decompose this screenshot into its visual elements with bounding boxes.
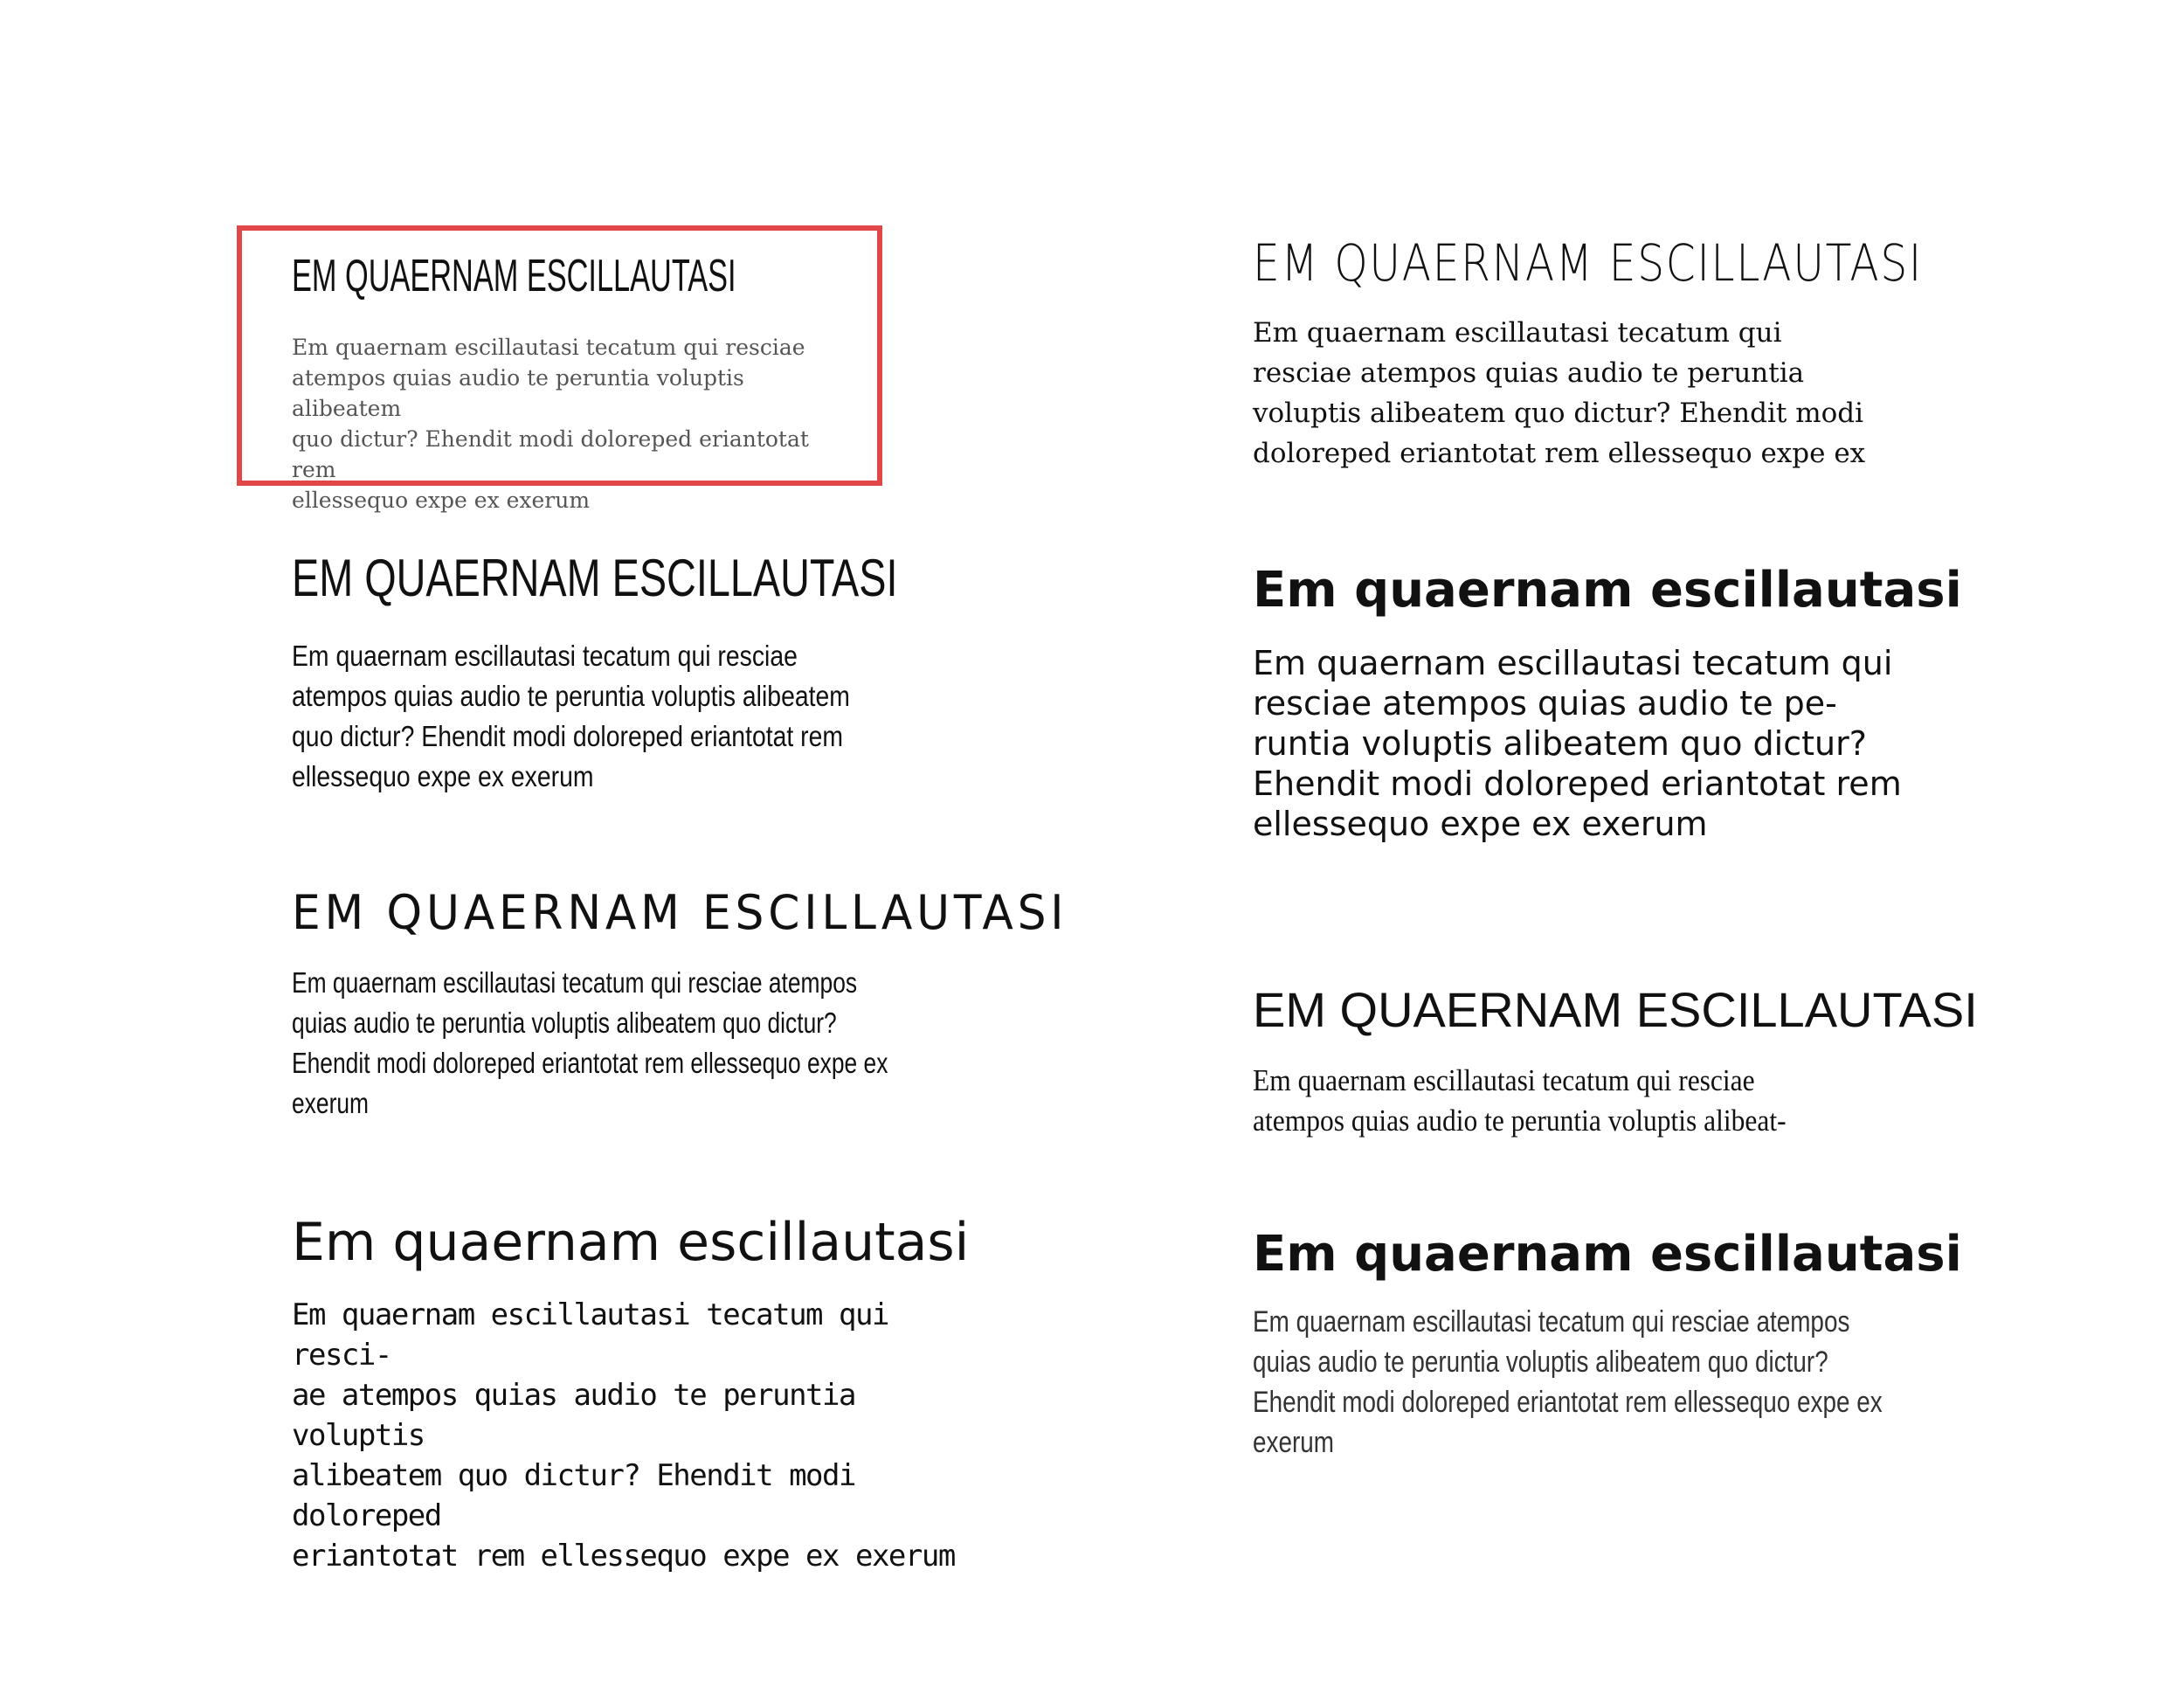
sample-body: Em quaernam escillautasi tecatum qui resci- ae atempos quias audio te peruntia voluptis alibeatem quo dictur? Ehendit modi doloreped eriantotat rem ellessequo expe ex exerum [292, 1297, 955, 1574]
sample-heading: EM QUAERNAM ESCILLAUTASI [292, 549, 898, 607]
sample-body: Em quaernam escillautasi tecatum qui resciae atempos quias audio te pe- runtia voluptis alibeatem quo dictur? Ehendit modi doloreped eriantotat rem ellessequo expe ex exerum [1253, 644, 1902, 843]
type-sample-8[interactable] [1253, 1226, 1962, 1463]
sample-heading: EM QUAERNAM ESCILLAUTASI [1253, 982, 1978, 1037]
type-sample-3[interactable] [292, 885, 1068, 1124]
type-sample-4[interactable] [292, 1212, 991, 1576]
sample-body: Em quaernam escillautasi tecatum qui resciae atempos quias audio te peruntia voluptis alibeatem quo dictur? Ehendit modi doloreped eriantotat rem ellessequo expe ex exerum [292, 640, 850, 792]
sample-heading: Em quaernam escillautasi [1253, 1226, 1962, 1283]
sample-body: Em quaernam escillautasi tecatum qui resciae atempos quias audio te peruntia voluptis alibeat- [1253, 1063, 1787, 1138]
sample-body: Em quaernam escillautasi tecatum qui resciae atempos quias audio te peruntia voluptis alibeatem quo dictur? Ehendit modi doloreped eriantotat rem ellessequo expe ex exerum [1253, 1305, 1883, 1459]
sample-heading: EM QUAERNAM ESCILLAUTASI [292, 251, 736, 301]
type-sample-2[interactable] [292, 549, 903, 797]
sample-body: Em quaernam escillautasi tecatum qui resciae atempos quias audio te peruntia voluptis alibeatem quo dictur? Ehendit modi doloreped eriantotat rem ellessequo expe ex exerum [292, 335, 809, 513]
sample-heading: Em quaernam escillautasi [292, 1212, 970, 1273]
type-sample-5[interactable] [1253, 233, 1952, 474]
sample-heading: Em quaernam escillautasi [1253, 562, 1962, 619]
type-sample-7[interactable] [1253, 982, 1978, 1141]
sample-body: Em quaernam escillautasi tecatum qui resciae atempos quias audio te peruntia voluptis alibeatem quo dictur? Ehendit modi doloreped eriantotat rem ellessequo expe ex [1253, 317, 1866, 469]
sample-heading: EM QUAERNAM ESCILLAUTASI [1253, 233, 1923, 293]
type-sample-6[interactable] [1253, 562, 1962, 844]
sample-heading: EM QUAERNAM ESCILLAUTASI [292, 885, 1068, 940]
type-sample-1[interactable] [292, 253, 851, 515]
sample-body: Em quaernam escillautasi tecatum qui resciae atempos quias audio te peruntia voluptis alibeatem quo dictur? Ehendit modi doloreped eriantotat rem ellessequo expe ex exerum [292, 966, 888, 1119]
